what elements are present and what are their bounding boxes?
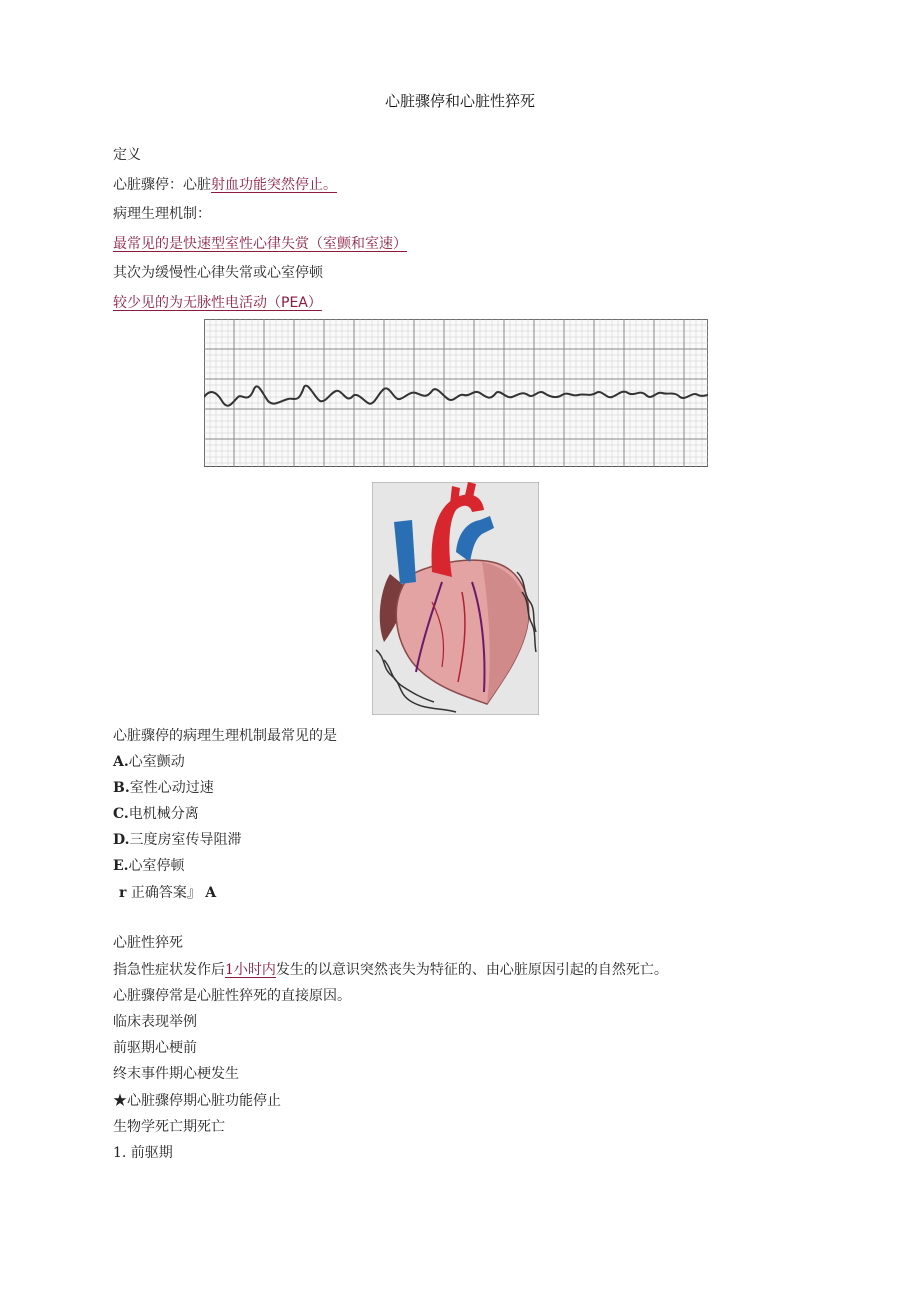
option-a-letter: A. [113, 754, 129, 770]
numbered-item-1: 1. 前驱期 [113, 1145, 173, 1161]
stage-4: 生物学死亡期死亡 [113, 1119, 225, 1135]
option-b [113, 777, 214, 797]
stage-3: ★心脏骤停期心脏功能停止 [113, 1093, 281, 1109]
mechanism-item-3: 较少见的为无脉性电活动（PEA） [113, 295, 322, 311]
answer-value: A [205, 885, 217, 901]
arrest-definition [113, 174, 337, 194]
question-stem: 心脏骤停的病理生理机制最常见的是 [113, 728, 337, 744]
mechanism-heading: 病理生理机制： [113, 206, 211, 222]
mechanism-item-1: 最常见的是快速型室性心律失赏（室颤和室速） [113, 236, 407, 252]
option-c-text: 电机械分离 [128, 806, 199, 822]
answer-line [119, 882, 216, 902]
arrest-label: 心脏骤停：心脏 [113, 177, 211, 193]
ecg-strip-image [204, 319, 708, 467]
definition-heading: 定义 [113, 147, 141, 163]
option-b-letter: B. [113, 780, 130, 796]
stage-1: 前驱期心梗前 [113, 1040, 197, 1056]
scd-def-post: 发生的以意识突然丧失为特征的、由心脏原因引起的自然死亡。 [275, 962, 668, 978]
option-a-text: 心室颤动 [128, 754, 185, 770]
option-a [113, 751, 185, 771]
scd-heading: 心脏性猝死 [113, 935, 183, 951]
scd-def-red: 1小时内 [225, 962, 276, 978]
stage-2: 终末事件期心梗发生 [113, 1066, 239, 1082]
answer-label: 正确答案』 [130, 885, 201, 901]
option-e [113, 855, 185, 875]
option-c-letter: C. [113, 806, 129, 822]
arrest-red-text: 射血功能突然停止。 [211, 177, 337, 193]
option-d-letter: D. [113, 832, 130, 848]
scd-cause: 心脏骤停常是心脏性猝死的直接原因。 [113, 988, 351, 1004]
answer-prefix: r [119, 885, 127, 901]
option-d [113, 829, 242, 849]
option-e-letter: E. [113, 858, 129, 874]
option-c [113, 803, 199, 823]
scd-def-pre: 指急性症状发作后 [113, 962, 225, 978]
page-title: 心脏骤停和心脏性猝死 [384, 92, 535, 110]
option-d-text: 三度房室传导阻滞 [129, 832, 242, 848]
option-e-text: 心室停顿 [128, 858, 185, 874]
clinical-heading: 临床表现举例 [113, 1014, 197, 1030]
mechanism-item-2: 其次为缓慢性心律失常或心室停顿 [113, 265, 323, 281]
option-b-text: 室性心动过速 [129, 780, 214, 796]
heart-illustration [372, 482, 539, 715]
scd-definition [113, 959, 668, 979]
